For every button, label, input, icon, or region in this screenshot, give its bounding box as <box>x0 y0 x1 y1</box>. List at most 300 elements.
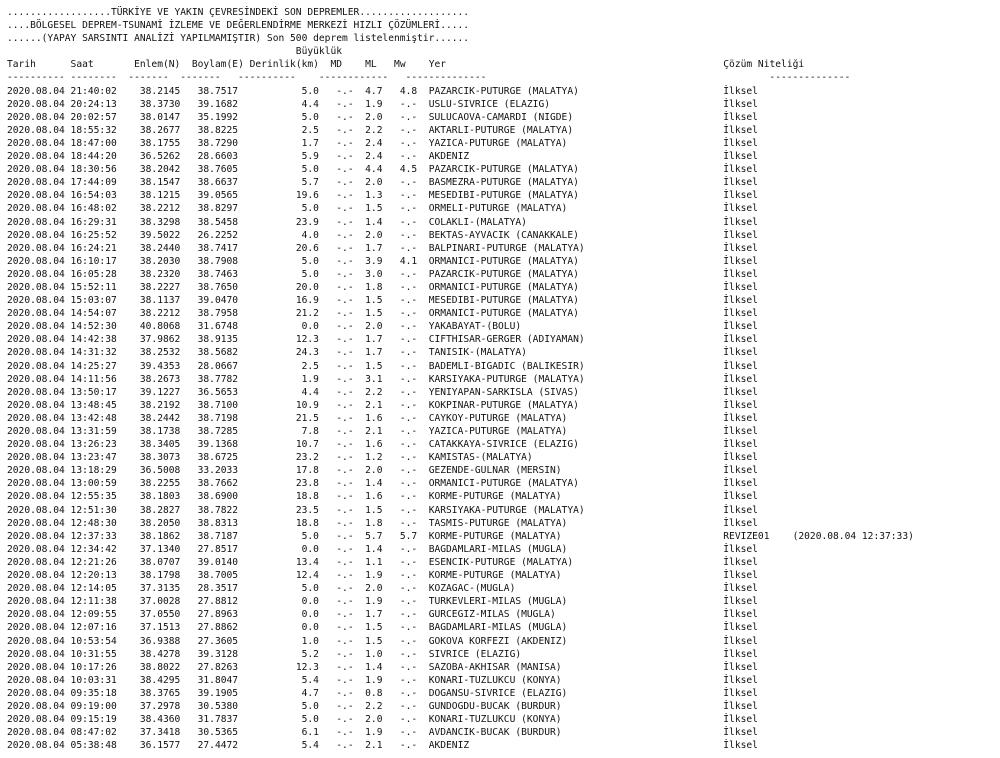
cell-date: 2020.08.04 <box>7 700 71 712</box>
cell-location: KORME-PUTURGE (MALATYA) <box>428 491 724 503</box>
cell-ml: 2.1 <box>365 740 395 752</box>
cell-ml: 1.4 <box>365 216 395 228</box>
cell-quality: İlksel <box>723 98 758 110</box>
cell-lon: 27.4472 <box>191 740 250 752</box>
table-row <box>7 582 914 595</box>
cell-time: 16:10:17 <box>70 255 135 267</box>
table-row <box>7 608 914 621</box>
table-row <box>7 294 914 307</box>
cell-quality: İlksel <box>723 661 758 673</box>
table-row <box>7 268 914 281</box>
cell-md: -.- <box>330 740 366 752</box>
cell-time: 12:51:30 <box>70 504 135 516</box>
cell-time: 09:19:00 <box>70 700 135 712</box>
cell-location: KOKPINAR-PUTURGE (MALATYA) <box>428 399 724 411</box>
cell-quality: İlksel <box>723 543 758 555</box>
cell-depth: 12.4 <box>249 570 331 582</box>
cell-time: 16:05:28 <box>70 268 135 280</box>
col-lon-header: Boylam(E) <box>191 59 250 71</box>
cell-depth: 23.5 <box>249 504 331 516</box>
cell-location: KONARI-TUZLUKCU (KONYA) <box>428 714 724 726</box>
table-row <box>7 281 914 294</box>
col-quality-header: Çözüm Niteliği <box>723 59 805 71</box>
cell-mw: -.- <box>394 661 429 673</box>
cell-date: 2020.08.04 <box>7 452 71 464</box>
cell-ml: 1.3 <box>365 190 395 202</box>
cell-date: 2020.08.04 <box>7 177 71 189</box>
cell-md: -.- <box>330 281 366 293</box>
cell-lon: 30.5380 <box>191 700 250 712</box>
cell-lat: 37.3418 <box>134 727 192 739</box>
table-row <box>7 242 914 255</box>
cell-date: 2020.08.04 <box>7 137 71 149</box>
cell-quality: İlksel <box>723 334 758 346</box>
cell-mw: -.- <box>394 98 429 110</box>
cell-quality: İlksel <box>723 740 758 752</box>
cell-time: 13:23:47 <box>70 452 135 464</box>
cell-mw: -.- <box>394 517 429 529</box>
cell-lon: 28.3517 <box>191 583 250 595</box>
cell-lat: 38.0707 <box>134 556 192 568</box>
cell-date: 2020.08.04 <box>7 491 71 503</box>
cell-lat: 38.2227 <box>134 281 192 293</box>
cell-location: ORMANICI-PUTURGE (MALATYA) <box>428 478 724 490</box>
cell-lat: 38.2042 <box>134 164 192 176</box>
cell-quality: İlksel <box>723 360 758 372</box>
cell-md: -.- <box>330 478 366 490</box>
cell-location: BEKTAS-AYVACIK (CANAKKALE) <box>428 229 724 241</box>
cell-lon: 39.1905 <box>191 687 250 699</box>
cell-lon: 38.7290 <box>191 137 250 149</box>
cell-md: -.- <box>330 295 366 307</box>
cell-location: KOZAGAC-(MUGLA) <box>428 583 724 595</box>
cell-date: 2020.08.04 <box>7 674 71 686</box>
cell-quality: İlksel <box>723 242 758 254</box>
table-row <box>7 255 914 268</box>
cell-date: 2020.08.04 <box>7 98 71 110</box>
cell-lon: 38.9135 <box>191 334 250 346</box>
table-row <box>7 530 914 543</box>
cell-lat: 38.2192 <box>134 399 192 411</box>
table-row <box>7 569 914 582</box>
cell-ml: 1.6 <box>365 412 395 424</box>
cell-mw: -.- <box>394 242 429 254</box>
cell-lat: 39.1227 <box>134 386 192 398</box>
cell-location: TASMIS-PUTURGE (MALATYA) <box>428 517 724 529</box>
cell-mw: -.- <box>394 334 429 346</box>
cell-md: -.- <box>330 517 366 529</box>
cell-quality: İlksel <box>723 674 758 686</box>
cell-mw: -.- <box>394 596 429 608</box>
cell-ml: 2.2 <box>365 124 395 136</box>
cell-ml: 2.0 <box>365 177 395 189</box>
cell-md: -.- <box>330 714 366 726</box>
cell-quality: İlksel <box>723 622 758 634</box>
header-title-line: ..................TÜRKİYE VE YAKIN ÇEVRESİNDEKİ SON DEPREMLER................... <box>7 7 470 18</box>
cell-md: -.- <box>330 177 366 189</box>
cell-lon: 38.7187 <box>191 530 250 542</box>
cell-quality: İlksel <box>723 504 758 516</box>
cell-depth: 23.9 <box>249 216 331 228</box>
cell-lon: 33.2033 <box>191 465 250 477</box>
col-mw-header: Mw <box>394 59 429 71</box>
table-row <box>7 635 914 648</box>
table-row <box>7 124 914 137</box>
cell-ml: 4.4 <box>365 164 395 176</box>
cell-mw: -.- <box>394 687 429 699</box>
cell-depth: 5.0 <box>249 111 331 123</box>
cell-depth: 5.0 <box>249 583 331 595</box>
cell-ml: 3.9 <box>365 255 395 267</box>
cell-md: -.- <box>330 164 366 176</box>
cell-md: -.- <box>330 465 366 477</box>
cell-depth: 5.0 <box>249 203 331 215</box>
cell-depth: 18.8 <box>249 517 331 529</box>
cell-date: 2020.08.04 <box>7 151 71 163</box>
cell-md: -.- <box>330 321 366 333</box>
cell-depth: 5.0 <box>249 255 331 267</box>
table-row <box>7 739 914 752</box>
table-row <box>7 346 914 359</box>
cell-date: 2020.08.04 <box>7 426 71 437</box>
cell-time: 17:44:09 <box>70 177 135 189</box>
cell-location: CIFTHISAR-GERGER (ADIYAMAN) <box>428 334 724 346</box>
cell-lat: 37.3135 <box>134 583 192 595</box>
cell-mw: 4.1 <box>394 255 429 267</box>
cell-mw: -.- <box>394 570 429 582</box>
cell-mw: -.- <box>394 426 429 437</box>
cell-mw: -.- <box>394 268 429 280</box>
cell-ml: 2.0 <box>365 229 395 241</box>
cell-lon: 35.1992 <box>191 111 250 123</box>
cell-mw: -.- <box>394 412 429 424</box>
cell-mw: -.- <box>394 478 429 490</box>
cell-lon: 38.8313 <box>191 517 250 529</box>
cell-location: YAZICA-PUTURGE (MALATYA) <box>428 426 724 437</box>
cell-quality: İlksel <box>723 347 758 359</box>
cell-depth: 5.0 <box>249 714 331 726</box>
cell-location: TURKEVLERI-MILAS (MUGLA) <box>428 596 724 608</box>
cell-depth: 21.2 <box>249 308 331 320</box>
cell-ml: 3.0 <box>365 268 395 280</box>
cell-lon: 38.6725 <box>191 452 250 464</box>
cell-location: SULUCAOVA-CAMARDI (NIGDE) <box>428 111 724 123</box>
cell-time: 13:50:17 <box>70 386 135 398</box>
cell-md: -.- <box>330 242 366 254</box>
table-row <box>7 229 914 242</box>
cell-lon: 39.1682 <box>191 98 250 110</box>
cell-location: CAYKOY-PUTURGE (MALATYA) <box>428 412 724 424</box>
cell-md: -.- <box>330 583 366 595</box>
cell-md: -.- <box>330 504 366 516</box>
cell-date: 2020.08.04 <box>7 111 71 123</box>
cell-location: COLAKLI-(MALATYA) <box>428 216 724 228</box>
table-row <box>7 477 914 490</box>
cell-date: 2020.08.04 <box>7 517 71 529</box>
cell-location: TANISIK-(MALATYA) <box>428 347 724 359</box>
cell-mw: -.- <box>394 543 429 555</box>
cell-md: -.- <box>330 98 366 110</box>
cell-quality: İlksel <box>723 151 758 163</box>
cell-time: 13:31:59 <box>70 426 135 437</box>
cell-md: -.- <box>330 556 366 568</box>
cell-time: 12:21:26 <box>70 556 135 568</box>
cell-lat: 38.2145 <box>134 85 192 97</box>
cell-depth: 1.9 <box>249 373 331 385</box>
cell-location: ORMANICI-PUTURGE (MALATYA) <box>428 308 724 320</box>
cell-lon: 28.0667 <box>191 360 250 372</box>
cell-ml: 1.5 <box>365 308 395 320</box>
col-ml-header: ML <box>365 59 395 71</box>
cell-lon: 28.6603 <box>191 151 250 163</box>
cell-lat: 38.8022 <box>134 661 192 673</box>
cell-lon: 38.7605 <box>191 164 250 176</box>
cell-lon: 26.2252 <box>191 229 250 241</box>
cell-lon: 27.3605 <box>191 635 250 647</box>
cell-time: 13:18:29 <box>70 465 135 477</box>
cell-ml: 1.6 <box>365 491 395 503</box>
cell-quality: İlksel <box>723 412 758 424</box>
cell-ml: 1.5 <box>365 635 395 647</box>
table-row <box>7 490 914 503</box>
cell-time: 12:34:42 <box>70 543 135 555</box>
table-row <box>7 373 914 386</box>
cell-time: 18:47:00 <box>70 137 135 149</box>
table-row <box>7 412 914 425</box>
col-depth-header: Derinlik(km) <box>249 59 331 71</box>
cell-quality: İlksel <box>723 295 758 307</box>
cell-time: 09:15:19 <box>70 714 135 726</box>
cell-mw: -.- <box>394 635 429 647</box>
cell-date: 2020.08.04 <box>7 386 71 398</box>
cell-mw: -.- <box>394 452 429 464</box>
table-row <box>7 687 914 700</box>
cell-quality: İlksel <box>723 373 758 385</box>
cell-lon: 39.0565 <box>191 190 250 202</box>
cell-lon: 36.5653 <box>191 386 250 398</box>
cell-lat: 36.5008 <box>134 465 192 477</box>
cell-date: 2020.08.04 <box>7 740 71 752</box>
cell-date: 2020.08.04 <box>7 714 71 726</box>
cell-lat: 38.2677 <box>134 124 192 136</box>
cell-location: BAGDAMLARI-MILAS (MUGLA) <box>428 622 724 634</box>
cell-time: 05:38:48 <box>70 740 135 752</box>
cell-mw: -.- <box>394 177 429 189</box>
cell-time: 14:11:56 <box>70 373 135 385</box>
cell-depth: 19.6 <box>249 190 331 202</box>
cell-md: -.- <box>330 543 366 555</box>
cell-lat: 38.2320 <box>134 268 192 280</box>
cell-md: -.- <box>330 203 366 215</box>
cell-time: 20:24:13 <box>70 98 135 110</box>
cell-md: -.- <box>330 452 366 464</box>
cell-quality: İlksel <box>723 570 758 582</box>
cell-depth: 17.8 <box>249 465 331 477</box>
cell-time: 21:40:02 <box>70 85 135 97</box>
cell-md: -.- <box>330 229 366 241</box>
cell-lat: 38.3405 <box>134 439 192 451</box>
cell-ml: 1.9 <box>365 570 395 582</box>
cell-depth: 0.0 <box>249 596 331 608</box>
cell-time: 18:30:56 <box>70 164 135 176</box>
cell-mw: 4.8 <box>394 85 429 97</box>
cell-quality: İlksel <box>723 111 758 123</box>
cell-lon: 38.7198 <box>191 412 250 424</box>
cell-lon: 31.7837 <box>191 714 250 726</box>
cell-date: 2020.08.04 <box>7 360 71 372</box>
cell-location: BALPINARI-PUTURGE (MALATYA) <box>428 242 724 254</box>
cell-time: 10:53:54 <box>70 635 135 647</box>
cell-depth: 23.2 <box>249 452 331 464</box>
cell-ml: 1.8 <box>365 517 395 529</box>
cell-mw: -.- <box>394 399 429 411</box>
cell-depth: 1.7 <box>249 137 331 149</box>
cell-depth: 5.0 <box>249 530 331 542</box>
cell-mw: -.- <box>394 674 429 686</box>
cell-lon: 38.7908 <box>191 255 250 267</box>
cell-depth: 4.4 <box>249 98 331 110</box>
cell-mw: -.- <box>394 190 429 202</box>
cell-ml: 2.4 <box>365 151 395 163</box>
cell-quality: İlksel <box>723 452 758 464</box>
cell-ml: 2.0 <box>365 583 395 595</box>
cell-ml: 2.2 <box>365 700 395 712</box>
cell-quality: İlksel <box>723 190 758 202</box>
cell-md: -.- <box>330 674 366 686</box>
cell-lon: 27.8812 <box>191 596 250 608</box>
cell-quality: İlksel <box>723 517 758 529</box>
col-time-header: Saat <box>70 59 135 71</box>
cell-location: MESEDIBI-PUTURGE (MALATYA) <box>428 295 724 307</box>
cell-lon: 27.8862 <box>191 622 250 634</box>
cell-mw: -.- <box>394 347 429 359</box>
cell-date: 2020.08.04 <box>7 281 71 293</box>
cell-location: YAKABAYAT-(BOLU) <box>428 321 724 333</box>
cell-lat: 38.4295 <box>134 674 192 686</box>
cell-depth: 5.0 <box>249 268 331 280</box>
cell-date: 2020.08.04 <box>7 216 71 228</box>
cell-time: 14:25:27 <box>70 360 135 372</box>
cell-time: 16:29:31 <box>70 216 135 228</box>
cell-quality: İlksel <box>723 124 758 136</box>
cell-lat: 38.3730 <box>134 98 192 110</box>
cell-location: PAZARCIK-PUTURGE (MALATYA) <box>428 164 724 176</box>
cell-md: -.- <box>330 151 366 163</box>
cell-ml: 1.4 <box>365 543 395 555</box>
cell-mw: -.- <box>394 727 429 739</box>
cell-lon: 38.7285 <box>191 426 250 437</box>
cell-lat: 38.3765 <box>134 687 192 699</box>
table-row <box>7 556 914 569</box>
cell-lat: 38.1862 <box>134 530 192 542</box>
cell-lon: 38.8297 <box>191 203 250 215</box>
cell-md: -.- <box>330 255 366 267</box>
cell-time: 14:42:38 <box>70 334 135 346</box>
cell-quality: İlksel <box>723 556 758 568</box>
cell-ml: 1.7 <box>365 334 395 346</box>
cell-date: 2020.08.04 <box>7 543 71 555</box>
cell-md: -.- <box>330 268 366 280</box>
cell-quality: İlksel <box>723 386 758 398</box>
cell-ml: 1.6 <box>365 439 395 451</box>
cell-depth: 18.8 <box>249 491 331 503</box>
cell-location: AVDANCIK-BUCAK (BURDUR) <box>428 727 724 739</box>
table-row <box>7 399 914 412</box>
cell-ml: 1.1 <box>365 556 395 568</box>
cell-mw: -.- <box>394 203 429 215</box>
cell-date: 2020.08.04 <box>7 399 71 411</box>
cell-lat: 38.4360 <box>134 714 192 726</box>
cell-quality: İlksel <box>723 465 758 477</box>
cell-time: 12:07:16 <box>70 622 135 634</box>
cell-date: 2020.08.04 <box>7 268 71 280</box>
cell-depth: 20.0 <box>249 281 331 293</box>
cell-time: 10:17:26 <box>70 661 135 673</box>
table-row <box>7 517 914 530</box>
col-md-header: MD <box>330 59 366 71</box>
cell-quality: İlksel <box>723 268 758 280</box>
cell-date: 2020.08.04 <box>7 412 71 424</box>
cell-depth: 1.0 <box>249 635 331 647</box>
cell-quality: İlksel <box>723 321 758 333</box>
cell-lon: 38.5682 <box>191 347 250 359</box>
cell-mw: -.- <box>394 609 429 621</box>
cell-time: 12:20:13 <box>70 570 135 582</box>
table-row <box>7 648 914 661</box>
cell-time: 15:52:11 <box>70 281 135 293</box>
table-row <box>7 386 914 399</box>
cell-depth: 0.0 <box>249 609 331 621</box>
magnitude-group-label: Büyüklük <box>295 46 343 58</box>
cell-quality: İlksel <box>723 164 758 176</box>
cell-quality: İlksel <box>723 203 758 215</box>
cell-md: -.- <box>330 661 366 673</box>
cell-mw: -.- <box>394 216 429 228</box>
cell-lon: 38.7463 <box>191 268 250 280</box>
cell-depth: 21.5 <box>249 412 331 424</box>
cell-date: 2020.08.04 <box>7 203 71 215</box>
cell-mw: -.- <box>394 504 429 516</box>
cell-lat: 39.5022 <box>134 229 192 241</box>
cell-ml: 1.0 <box>365 648 395 660</box>
cell-date: 2020.08.04 <box>7 556 71 568</box>
cell-date: 2020.08.04 <box>7 609 71 621</box>
cell-ml: 2.2 <box>365 386 395 398</box>
cell-mw: 4.5 <box>394 164 429 176</box>
cell-lon: 38.7782 <box>191 373 250 385</box>
cell-ml: 1.9 <box>365 596 395 608</box>
cell-lon: 38.7822 <box>191 504 250 516</box>
cell-location: KARSIYAKA-PUTURGE (MALATYA) <box>428 504 724 516</box>
cell-quality: İlksel <box>723 426 758 437</box>
cell-md: -.- <box>330 439 366 451</box>
cell-mw: -.- <box>394 648 429 660</box>
cell-quality: İlksel <box>723 727 758 739</box>
cell-time: 12:37:33 <box>70 530 135 542</box>
cell-location: AKDENIZ <box>428 740 724 752</box>
cell-lat: 39.4353 <box>134 360 192 372</box>
cell-depth: 2.5 <box>249 360 331 372</box>
cell-time: 12:14:05 <box>70 583 135 595</box>
cell-quality: İlksel <box>723 596 758 608</box>
cell-md: -.- <box>330 426 366 437</box>
cell-depth: 5.2 <box>249 648 331 660</box>
cell-date: 2020.08.04 <box>7 727 71 739</box>
cell-ml: 2.1 <box>365 399 395 411</box>
cell-md: -.- <box>330 399 366 411</box>
cell-md: -.- <box>330 687 366 699</box>
cell-lat: 38.2212 <box>134 203 192 215</box>
